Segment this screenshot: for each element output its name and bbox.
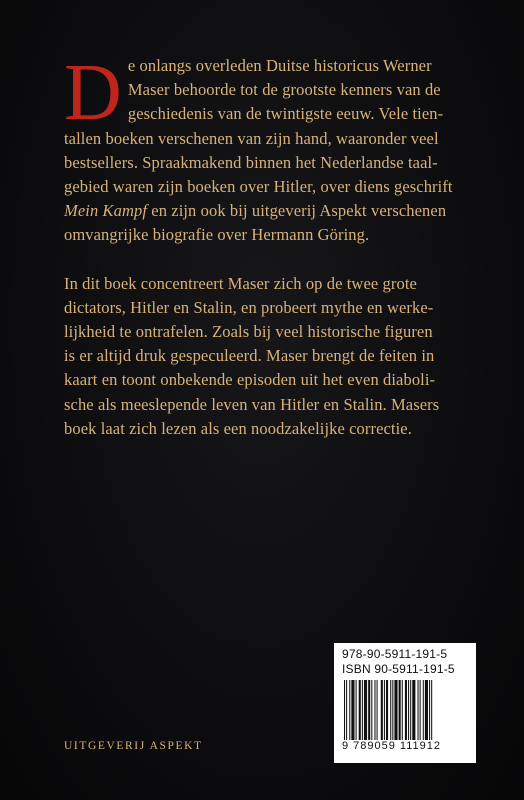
barcode-bar bbox=[346, 680, 347, 740]
isbn-13: 978-90-5911-191-5 bbox=[342, 647, 448, 661]
barcode-bar bbox=[371, 680, 372, 740]
barcode-bar bbox=[402, 680, 403, 740]
text-line: omvangrijke biografie over Hermann Göring. bbox=[64, 225, 370, 245]
barcode-bar bbox=[408, 680, 409, 740]
book-title-italic: Mein Kampf bbox=[64, 201, 148, 221]
barcode-bar bbox=[399, 680, 401, 740]
barcode-number: 9 789059 111912 bbox=[342, 740, 442, 752]
text-line: geschiedenis van de twintigste eeuw. Vele tien- bbox=[127, 104, 444, 124]
text-line: dictators, Hitler en Stalin, en probeert mythe en werke- bbox=[64, 297, 434, 317]
text-line: lijkheid te ontrafelen. Zoals bij veel historische figuren bbox=[64, 322, 433, 342]
barcode-label bbox=[334, 643, 476, 763]
barcode-bar bbox=[418, 680, 419, 740]
text-line: sche als meeslepende leven van Hitler en Stalin. Masers bbox=[64, 394, 440, 414]
barcode-bar bbox=[405, 680, 407, 740]
text-line: is er altijd druk gespeculeerd. Maser brengt de feiten in bbox=[64, 346, 435, 366]
barcode-bar bbox=[381, 680, 383, 740]
barcode-bar bbox=[392, 680, 393, 740]
paragraph-2 bbox=[64, 272, 468, 441]
text-line: kaart en toont onbekende episoden uit het even diaboli- bbox=[64, 370, 436, 390]
barcode-bar bbox=[390, 680, 391, 740]
paragraph-1 bbox=[64, 49, 468, 248]
text-fragment: en zijn ook bij uitgeverij Aspekt verschenen bbox=[147, 201, 447, 221]
drop-cap: D bbox=[64, 49, 122, 137]
barcode-bar bbox=[344, 680, 345, 740]
barcode-bar bbox=[368, 680, 370, 740]
text-line: boek laat zich lezen als een noodzakelijke correctie. bbox=[64, 418, 412, 438]
barcode-bar bbox=[377, 680, 378, 740]
text-line: Maser behoorde tot de grootste kenners van de bbox=[127, 80, 441, 100]
text-line bbox=[64, 199, 468, 223]
barcode-bar bbox=[351, 680, 354, 740]
barcode-bar bbox=[364, 680, 367, 740]
barcode-bar bbox=[429, 680, 430, 740]
barcode-bar bbox=[410, 680, 411, 740]
barcode-bar bbox=[412, 680, 415, 740]
text-line: In dit boek concentreert Maser zich op de twee grote bbox=[64, 273, 417, 293]
publisher-name: UITGEVERIJ ASPEKT bbox=[64, 740, 203, 752]
barcode-bar bbox=[374, 680, 375, 740]
barcode-bar bbox=[431, 680, 432, 740]
text-line: tallen boeken verschenen van zijn hand, waaronder veel bbox=[64, 128, 439, 148]
barcode-icon bbox=[342, 680, 468, 740]
barcode-bar bbox=[349, 680, 350, 740]
barcode-bar bbox=[425, 680, 428, 740]
barcode-bar bbox=[386, 680, 388, 740]
text-line: bestsellers. Spraakmakend binnen het Nederlandse taal- bbox=[64, 152, 438, 172]
barcode-bar bbox=[356, 680, 357, 740]
barcode-bar bbox=[394, 680, 397, 740]
barcode-bar bbox=[423, 680, 424, 740]
barcode-bar bbox=[420, 680, 421, 740]
blurb bbox=[64, 49, 468, 441]
barcode-bar bbox=[384, 680, 385, 740]
barcode-bar bbox=[359, 680, 361, 740]
text-line: gebied waren zijn boeken over Hitler, over diens geschrift bbox=[64, 177, 453, 197]
isbn-10: ISBN 90-5911-191-5 bbox=[342, 662, 455, 676]
text-line: e onlangs overleden Duitse historicus Werner bbox=[127, 56, 432, 75]
barcode-bar bbox=[362, 680, 363, 740]
